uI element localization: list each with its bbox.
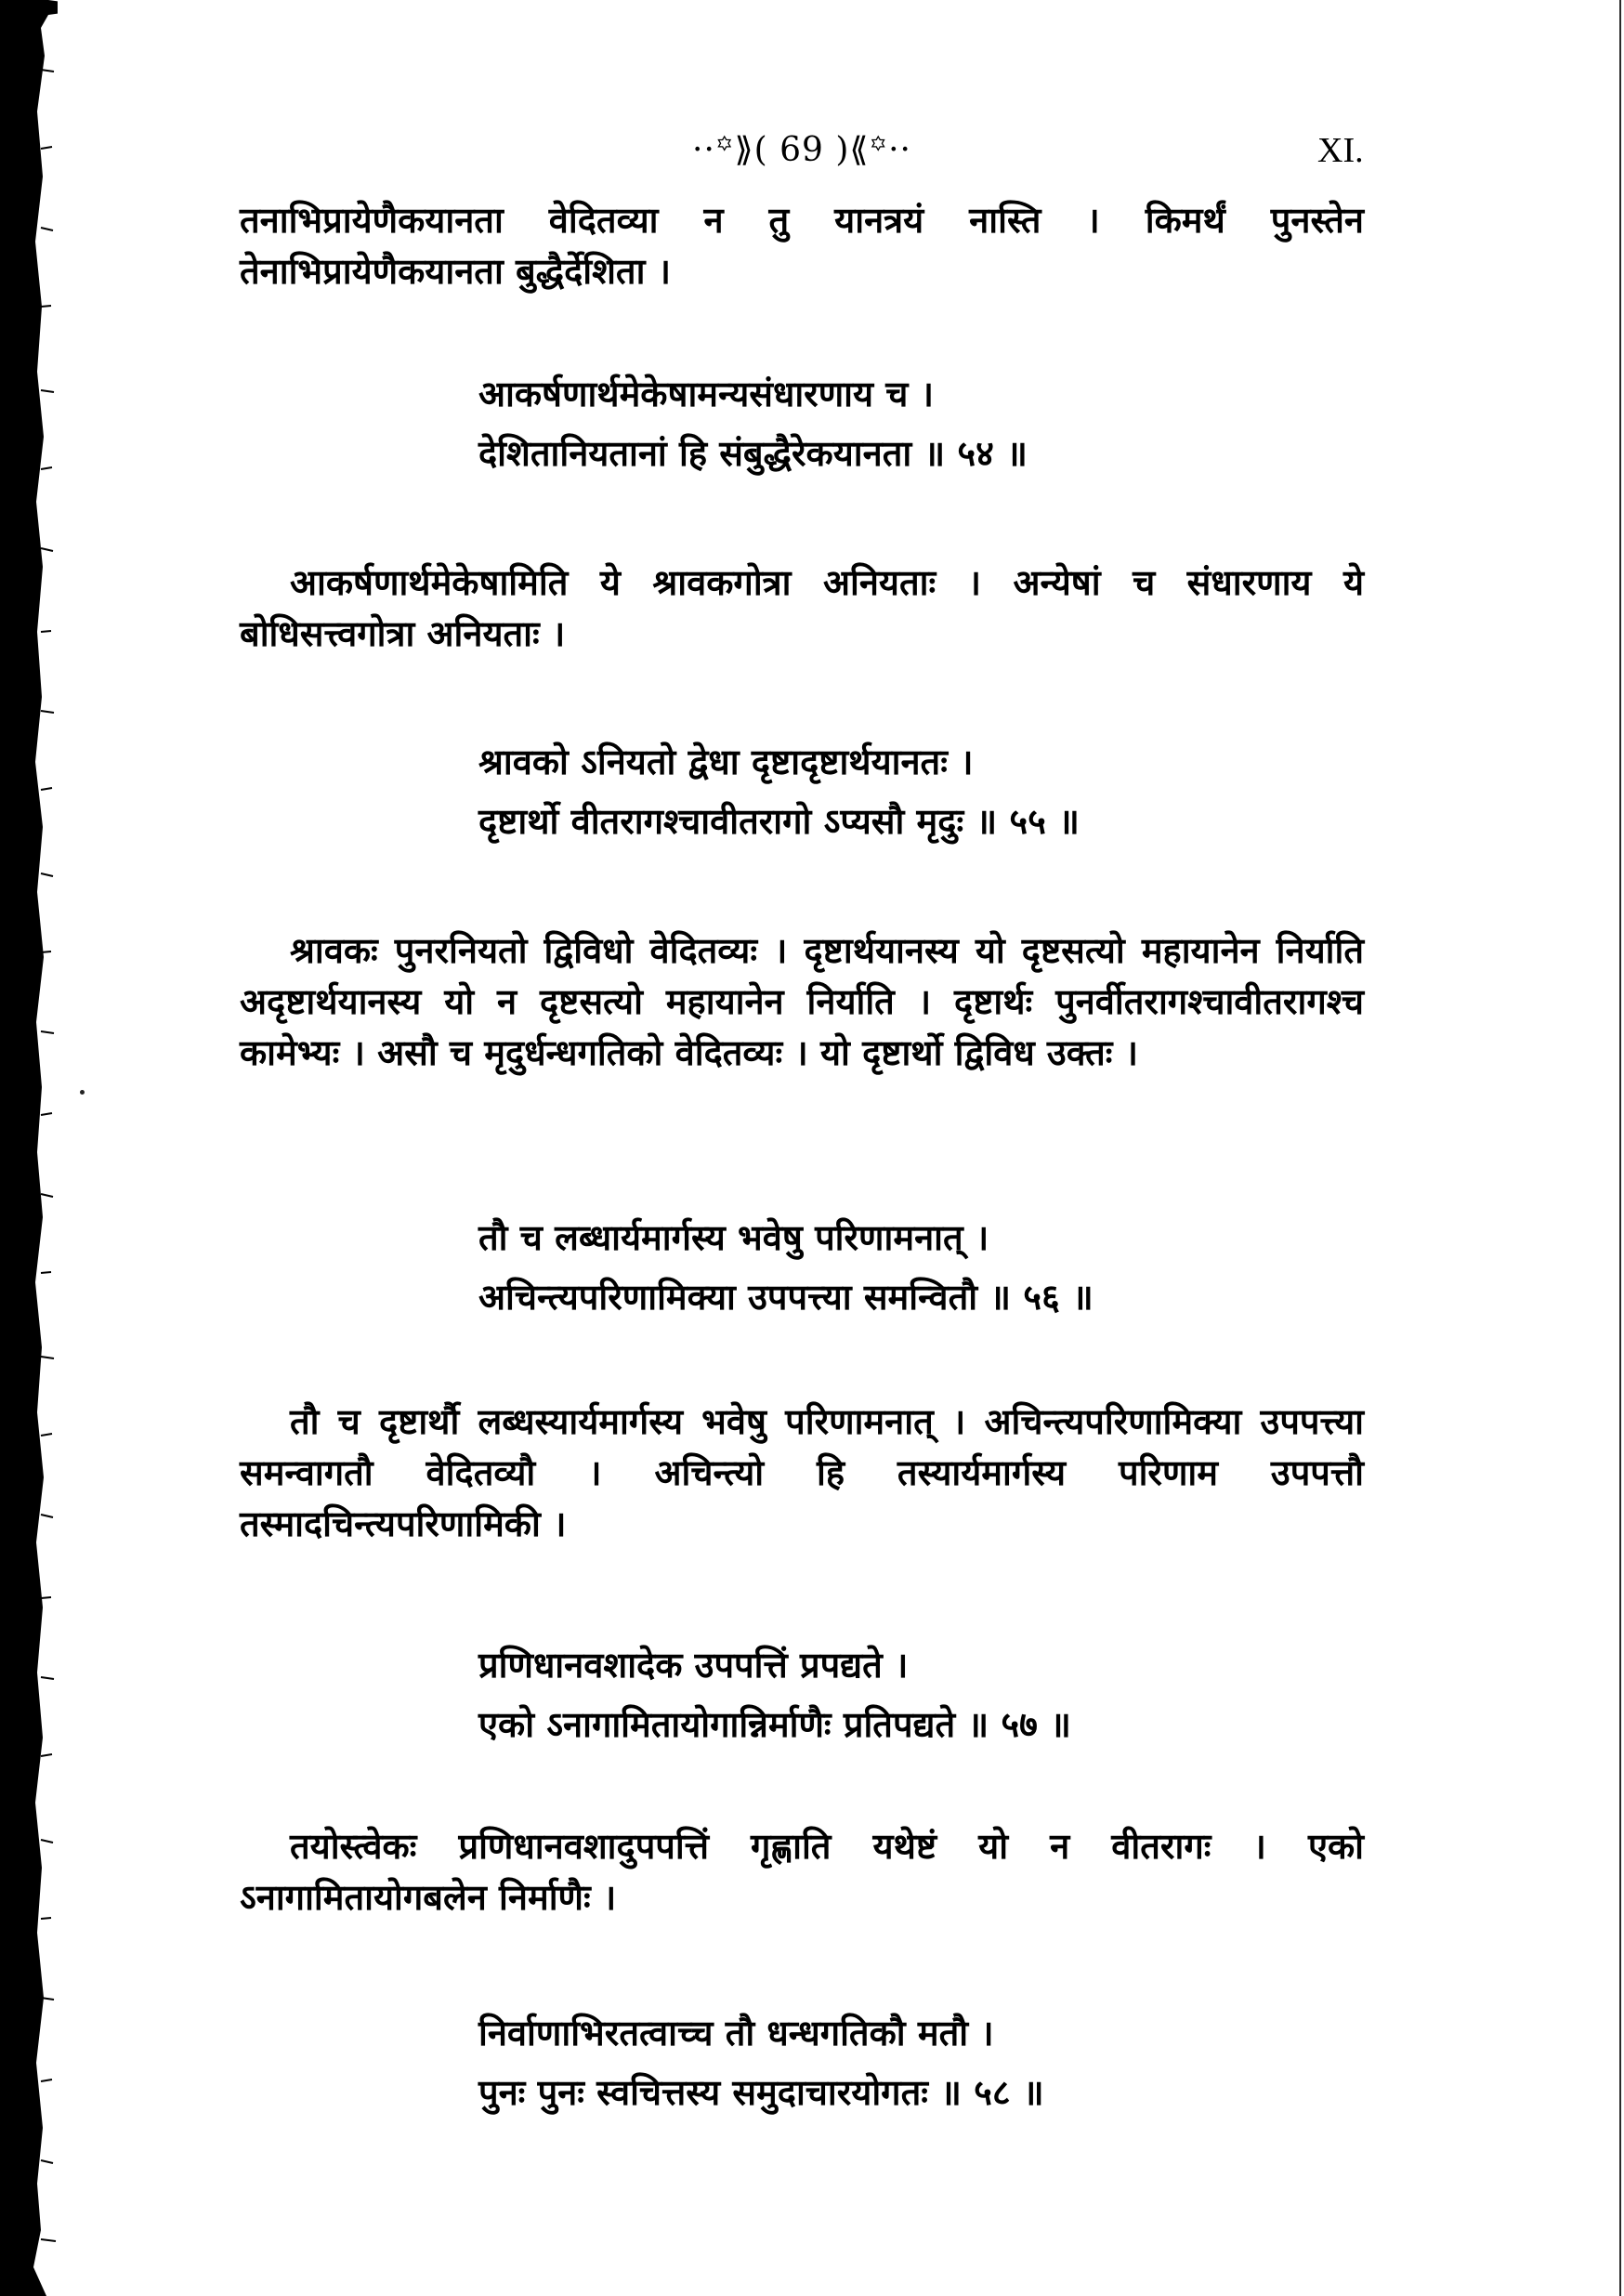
verse-57 [478, 1635, 1315, 1754]
verse-line: निर्वाणाभिरतत्वाच्च तौ धन्धगतिकौ मतौ । [478, 2013, 994, 2053]
commentary-paragraph: तनाभिप्रायेणैकयानता वेदितव्या न तु यानत्रयं नास्ति । किमर्थं पुनस्तेन तेनाभिप्रायेणैकयानता बुद्धैर्देशिता । [240, 200, 1364, 292]
verse-line: अचिन्त्यपरिणामिक्या उपपत्त्या समन्वितौ ॥ ५६ ॥ [478, 1277, 1094, 1318]
verse-line: प्रणिधानवशादेक उपपत्तिं प्रपद्यते । [478, 1645, 909, 1686]
commentary-paragraph: श्रावकः पुनरनियतो द्विविधो वेदितव्यः । दृष्टार्थयानस्य यो दृष्टसत्यो महायानेन निर्याति अदृष्टार्थयानस्य यो न दृष्टसत्यो महायानेन निर्याति । दृष्टार्थः पुनर्वीतरागश्चावीतरागश्च कामेभ्यः । असौ च मृदुर्धन्धगतिको वेदितव्यः । यो दृष्टार्थो द्विविध उक्तः । [240, 930, 1364, 1073]
verse-line: देशितानियतानां हि संबुद्धैरेकयानता ॥ ५४ ॥ [478, 433, 1028, 474]
page-number: ··꙳⟫( 69 )⟪꙳·· [692, 131, 911, 169]
verse-line: आकर्षणार्थमेकेषामन्यसंधारणाय च । [478, 374, 935, 414]
binding-edge-graphic [0, 0, 58, 2296]
scanned-binding-edge [0, 0, 58, 2296]
section-number: XI. [1317, 131, 1364, 170]
right-page-edge [1619, 0, 1621, 2296]
verse-line: पुनः पुनः स्वचित्तस्य समुदाचारयोगतः ॥ ५८ ॥ [478, 2072, 1044, 2113]
ink-speck [80, 1090, 85, 1095]
commentary-paragraph: आकर्षणार्थमेकेषामिति ये श्रावकगोत्रा अनियताः । अन्येषां च संधारणाय ये बोधिसत्त्वगोत्रा अनियताः । [240, 562, 1364, 654]
verse-line: दृष्टार्थो वीतरागश्चावीतरागो ऽप्यसौ मृदुः ॥ ५५ ॥ [478, 801, 1080, 842]
verse-58 [478, 2003, 1315, 2122]
verse-56 [478, 1208, 1315, 1327]
verse-line: श्रावको ऽनियतो द्वेधा दृष्टादृष्टार्थयानतः । [478, 741, 974, 782]
verse-line: एको ऽनागामितायोगान्निर्माणैः प्रतिपद्यते ॥ ५७ ॥ [478, 1704, 1071, 1745]
verse-54 [478, 364, 1315, 483]
commentary-paragraph: तौ च दृष्टार्थौ लब्धस्यार्यमार्गस्य भवेषु परिणामनात् । अचिन्त्यपरिणामिक्या उपपत्त्या समन्वागतौ वेदितव्यौ । अचिन्त्यो हि तस्यार्यमार्गस्य परिणाम उपपत्तौ तस्मादचिन्त्यपरिणामिकी । [240, 1401, 1364, 1544]
commentary-paragraph: तयोस्त्वेकः प्रणिधानवशादुपपत्तिं गृह्णाति यथेष्टं यो न वीतरागः । एको ऽनागामितायोगबलेन निर्माणैः । [240, 1826, 1364, 1918]
verse-55 [478, 732, 1315, 851]
verse-line: तौ च लब्धार्यमार्गस्य भवेषु परिणामनात् । [478, 1217, 989, 1258]
